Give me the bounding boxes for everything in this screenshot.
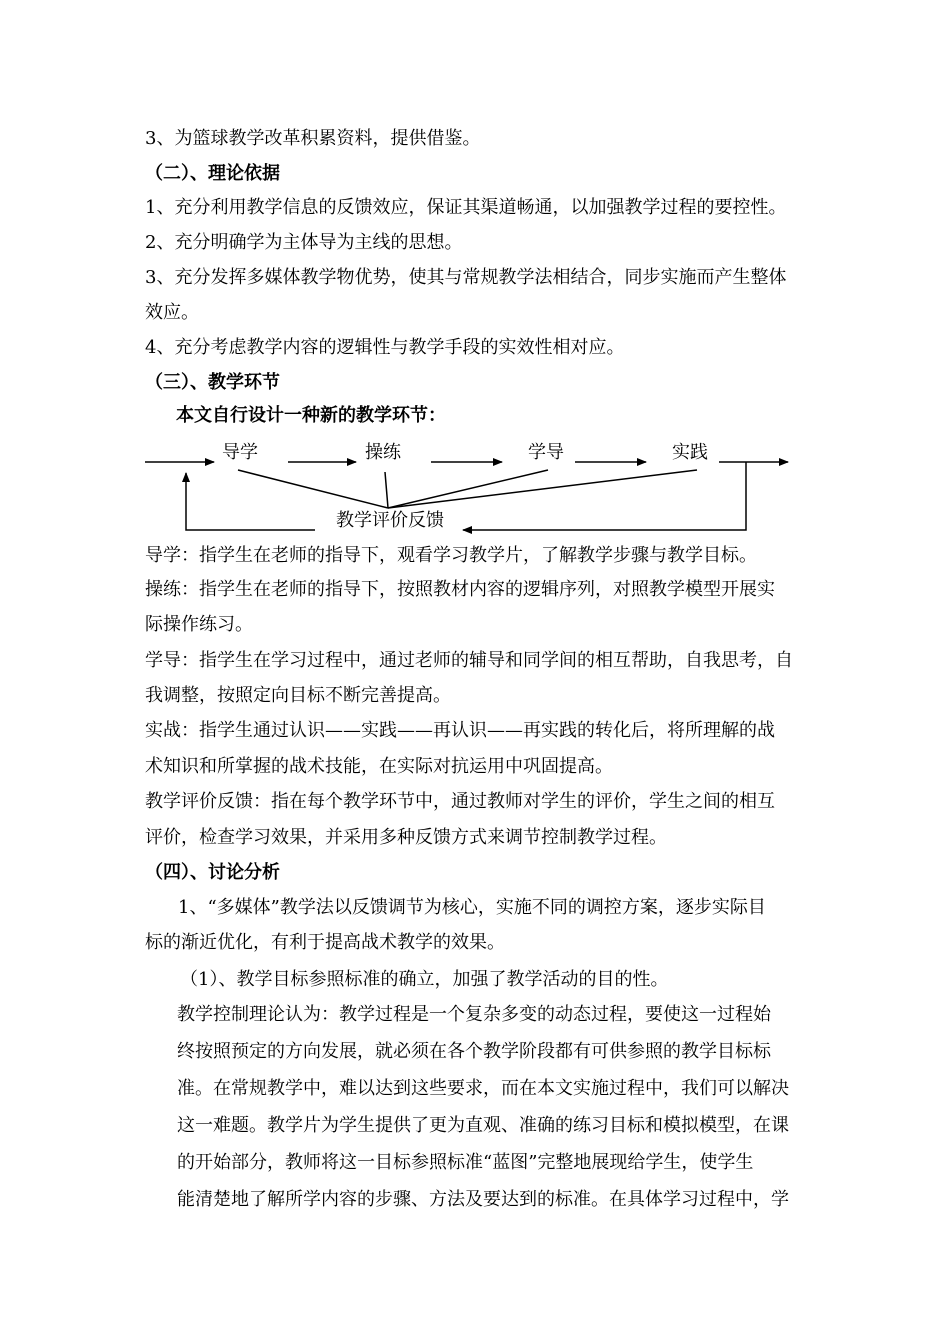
section-heading-theory: （二）、理论依据 <box>145 163 280 184</box>
section-heading-discussion: （四）、讨论分析 <box>145 862 280 883</box>
paragraph-line: 术知识和所掌握的战术技能，在实际对抗运用中巩固提高。 <box>145 756 613 777</box>
paragraph-line: 1、充分利用教学信息的反馈效应，保证其渠道畅通，以加强教学过程的要控性。 <box>145 197 787 218</box>
diagram-intro: 本文自行设计一种新的教学环节： <box>176 405 446 426</box>
node-feedback: 教学评价反馈 <box>336 510 444 531</box>
paragraph-line: 实战：指学生通过认识——实践——再认识——再实践的转化后，将所理解的战 <box>145 720 775 741</box>
paragraph-line: 4、充分考虑教学内容的逻辑性与教学手段的实效性相对应。 <box>145 337 625 358</box>
paragraph-line: 3、为篮球教学改革积累资料，提供借鉴。 <box>145 128 481 149</box>
paragraph-line: 导学：指学生在老师的指导下，观看学习教学片，了解教学步骤与教学目标。 <box>145 545 757 566</box>
paragraph-line: 标的渐近优化，有利于提高战术教学的效果。 <box>145 932 505 953</box>
paragraph-line: 操练：指学生在老师的指导下，按照教材内容的逻辑序列，对照教学模型开展实 <box>145 579 775 600</box>
paragraph-line: 3、充分发挥多媒体教学物优势，使其与常规教学法相结合，同步实施而产生整体 <box>145 267 787 288</box>
feedback-link-1 <box>238 470 388 508</box>
feedback-link-3 <box>388 470 548 508</box>
feedback-loop-left <box>186 473 315 530</box>
paragraph-line: 效应。 <box>145 302 199 323</box>
node-practice: 操练 <box>365 442 401 463</box>
paragraph-line: 际操作练习。 <box>145 614 253 635</box>
paragraph-line: 教学评价反馈：指在每个教学环节中，通过教师对学生的评价，学生之间的相互 <box>145 791 775 812</box>
feedback-loop-right <box>463 462 746 530</box>
node-practice-real: 实践 <box>672 442 708 463</box>
paragraph-line: 的开始部分，教师将这一目标参照标准“蓝图”完整地展现给学生，使学生 <box>177 1152 754 1173</box>
paragraph-line: 我调整，按照定向目标不断完善提高。 <box>145 685 451 706</box>
paragraph-line: 评价，检查学习效果，并采用多种反馈方式来调节控制教学过程。 <box>145 827 667 848</box>
paragraph-line: 学导：指学生在学习过程中，通过老师的辅导和同学间的相互帮助，自我思考，自 <box>145 650 793 671</box>
teaching-flow-diagram <box>0 430 950 545</box>
section-heading-teaching-steps: （三）、教学环节 <box>145 372 280 393</box>
paragraph-line: 2、充分明确学为主体导为主线的思想。 <box>145 232 463 253</box>
paragraph-line: 这一难题。教学片为学生提供了更为直观、准确的练习目标和模拟模型，在课 <box>177 1115 789 1136</box>
sub-point-heading: （1）、教学目标参照标准的确立，加强了教学活动的目的性。 <box>180 969 669 990</box>
paragraph-line: 终按照预定的方向发展，就必须在各个教学阶段都有可供参照的教学目标标 <box>177 1041 771 1062</box>
paragraph-line: 1、“多媒体”教学法以反馈调节为核心，实施不同的调控方案，逐步实际目 <box>178 897 766 918</box>
node-study-guide: 学导 <box>528 442 564 463</box>
paragraph-line: 教学控制理论认为：教学过程是一个复杂多变的动态过程，要使这一过程始 <box>177 1004 771 1025</box>
paragraph-line: 准。在常规教学中，难以达到这些要求，而在本文实施过程中，我们可以解决 <box>177 1078 789 1099</box>
node-guide-study: 导学 <box>222 442 258 463</box>
feedback-link-2 <box>385 472 388 508</box>
paragraph-line: 能清楚地了解所学内容的步骤、方法及要达到的标准。在具体学习过程中，学 <box>177 1189 789 1210</box>
feedback-link-4 <box>388 470 697 508</box>
